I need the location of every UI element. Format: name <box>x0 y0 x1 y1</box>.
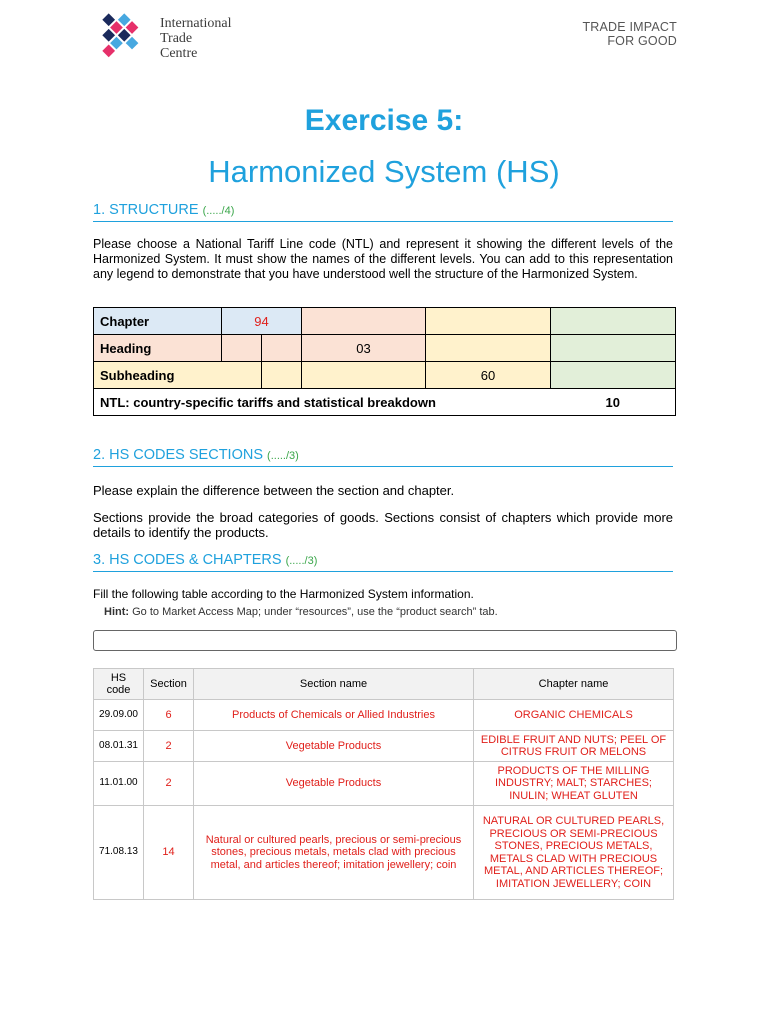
table-row <box>94 362 676 389</box>
section-number-cell: 2 <box>144 762 194 806</box>
structure-instructions: Please choose a National Tariff Line code (NTL) and represent it showing the different levels of the Harmonized System. It must show the names of the different levels. You can add to this representation any legend to demonstrate that you have understood well the structure of the Harmonized System. <box>93 237 673 281</box>
section-heading-chapters <box>93 552 673 572</box>
empty-cell <box>222 335 262 362</box>
empty-cell <box>302 362 426 389</box>
hint-label: Hint: <box>104 606 130 618</box>
chapter-value: 94 <box>222 308 302 335</box>
section-heading-sections <box>93 447 673 467</box>
column-header: Chapter name <box>474 669 674 700</box>
exercise-title: Exercise 5: <box>304 104 464 137</box>
empty-cell <box>262 335 302 362</box>
org-name-line: Centre <box>160 46 198 61</box>
sections-question: Please explain the difference between the section and chapter. <box>93 483 455 498</box>
tagline-line: FOR GOOD <box>607 34 677 48</box>
chapter-name-cell: ORGANIC CHEMICALS <box>474 700 674 731</box>
section-number-cell: 6 <box>144 700 194 731</box>
org-name-line: Trade <box>160 31 193 46</box>
org-name <box>160 16 232 61</box>
ntl-label: NTL: country-specific tariffs and statistical breakdown <box>94 389 551 416</box>
ntl-value: 10 <box>551 389 676 416</box>
answer-input-box[interactable] <box>93 630 677 651</box>
hint <box>104 606 498 618</box>
empty-cell <box>426 308 551 335</box>
empty-cell <box>551 362 676 389</box>
tagline-line: TRADE IMPACT <box>582 20 677 34</box>
section-heading-text: 1. STRUCTURE <box>93 202 199 218</box>
section-name-cell: Vegetable Products <box>194 762 474 806</box>
chapter-name-cell: EDIBLE FRUIT AND NUTS; PEEL OF CITRUS FRUIT OR MELONS <box>474 731 674 762</box>
heading-label: Heading <box>94 335 222 362</box>
subheading-value: 60 <box>426 362 551 389</box>
section-heading-text: 3. HS CODES & CHAPTERS <box>93 552 282 568</box>
tagline <box>582 20 677 48</box>
table-row <box>94 308 676 335</box>
itc-logo-icon <box>92 8 148 64</box>
column-header: Section <box>144 669 194 700</box>
chapter-label: Chapter <box>94 308 222 335</box>
section-heading-text: 2. HS CODES SECTIONS <box>93 447 264 463</box>
hs-code-cell: 71.08.13 <box>94 806 144 900</box>
section-name-cell: Vegetable Products <box>194 731 474 762</box>
table-row <box>94 335 676 362</box>
hint-text: Go to Market Access Map; under “resources”, use the “product search” tab. <box>132 606 498 618</box>
section-number-cell: 14 <box>144 806 194 900</box>
section-number-cell: 2 <box>144 731 194 762</box>
subheading-label: Subheading <box>94 362 262 389</box>
empty-cell <box>262 362 302 389</box>
hs-chapters-table <box>93 668 674 900</box>
chapter-name-cell: PRODUCTS OF THE MILLING INDUSTRY; MALT; STARCHES; INULIN; WHEAT GLUTEN <box>474 762 674 806</box>
chapters-instructions: Fill the following table according to the Harmonized System information. <box>93 587 474 601</box>
sections-answer: Sections provide the broad categories of goods. Sections consist of chapters which provide more details to identify the products. <box>93 510 673 540</box>
table-header-row <box>94 669 674 700</box>
heading-value: 03 <box>302 335 426 362</box>
table-row <box>94 389 676 416</box>
empty-cell <box>426 335 551 362</box>
table-row <box>94 731 674 762</box>
column-header: HS code <box>94 669 144 700</box>
table-row <box>94 762 674 806</box>
score-placeholder: (...../4) <box>202 205 235 217</box>
chapter-name-cell: NATURAL OR CULTURED PEARLS, PRECIOUS OR SEMI-PRECIOUS STONES, PRECIOUS METALS, METALS CLAD WITH PRECIOUS METAL, AND ARTICLES THEREOF; IMITATION JEWELLERY; COIN <box>474 806 674 900</box>
section-heading-structure <box>93 202 673 222</box>
empty-cell <box>551 308 676 335</box>
hs-code-cell: 29.09.00 <box>94 700 144 731</box>
itc-logo <box>92 8 252 68</box>
hs-code-cell: 08.01.31 <box>94 731 144 762</box>
org-name-line: International <box>160 16 232 31</box>
table-row <box>94 806 674 900</box>
hs-structure-table <box>93 307 676 416</box>
hs-code-cell: 11.01.00 <box>94 762 144 806</box>
section-name-cell: Natural or cultured pearls, precious or semi-precious stones, precious metals, metals clad with precious metal, and articles thereof; imitation jewellery; coin <box>194 806 474 900</box>
score-placeholder: (...../3) <box>267 450 299 462</box>
exercise-subtitle: Harmonized System (HS) <box>208 154 560 189</box>
column-header: Section name <box>194 669 474 700</box>
section-name-cell: Products of Chemicals or Allied Industries <box>194 700 474 731</box>
table-row <box>94 700 674 731</box>
empty-cell <box>551 335 676 362</box>
score-placeholder: (...../3) <box>285 555 318 567</box>
empty-cell <box>302 308 426 335</box>
